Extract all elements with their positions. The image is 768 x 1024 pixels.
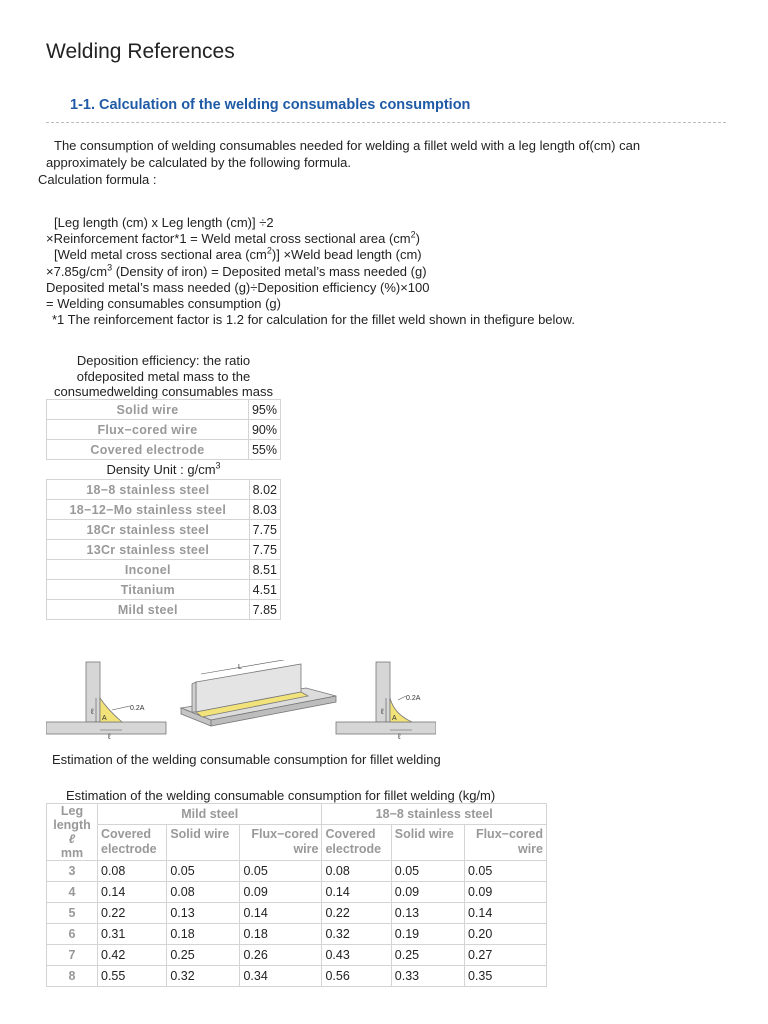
material-label: 18Cr stainless steel [47,520,250,540]
material-label: Solid wire [47,400,249,420]
table-row [47,480,281,500]
consumption-value: 0.09 [464,882,546,903]
group-header-mild-steel: Mild steel [98,804,322,825]
table-row [47,440,281,460]
table-row [47,540,281,560]
density-value: 8.03 [249,500,280,520]
label-leg: ℓ [91,707,94,716]
consumption-value: 0.20 [464,924,546,945]
density-value: 7.75 [249,520,280,540]
density-table [46,479,281,620]
table-row [47,400,281,420]
label-a: A [392,715,397,722]
density-value: 8.51 [249,560,280,580]
sub-flux: Flux−cored wire [464,825,546,861]
label-leg: ℓ [381,707,384,716]
consumption-value: 0.27 [464,945,546,966]
density-caption: Density Unit : $g/cm^3$ [106,460,221,477]
material-label: Mild steel [47,600,250,620]
formula-line-3: [Weld metal cross sectional area $(cm^2)$] ×Weld bead length (cm) [54,246,422,263]
label-length: L [238,664,242,671]
table-row [47,600,281,620]
table-header-row [47,804,547,825]
material-label: 18−12−Mo stainless steel [47,500,250,520]
consumption-value: 0.22 [98,903,167,924]
leg-header: Leg length ℓ mm [47,804,98,861]
page-title: Welding References [46,40,235,63]
leg-length-cell: 6 [47,924,98,945]
label-02a-right: 0.2A [406,695,421,702]
section-title: 1-1. Calculation of the welding consumables consumption [70,97,471,113]
efficiency-value: 55% [248,440,280,460]
formula-line-5: Deposited metal’s mass needed (g)÷Deposition efficiency (%)×100 [46,279,430,295]
deposition-table [46,399,281,460]
consumption-value: 0.08 [98,861,167,882]
density-value: 8.02 [249,480,280,500]
consumption-value: 0.05 [167,861,240,882]
formula-line-2: ×Reinforcement factor*1 = Weld metal cross sectional area $(cm^2)$ [46,229,420,247]
consumption-value: 0.43 [322,945,391,966]
density-value: 7.75 [249,540,280,560]
label-leg: ℓ [108,732,111,740]
table-row [47,882,547,903]
deposition-caption-line: consumedwelding consumables mass [54,384,273,399]
sub-covered: Covered electrode [322,825,391,861]
consumption-value: 0.31 [98,924,167,945]
table-row [47,520,281,540]
efficiency-value: 95% [248,400,280,420]
consumption-value: 0.56 [322,966,391,987]
group-header-stainless: 18−8 stainless steel [322,804,547,825]
consumption-value: 0.13 [391,903,464,924]
consumption-value: 0.42 [98,945,167,966]
table-row [47,500,281,520]
table-row [47,420,281,440]
formula-line-4: $\times 7.85g/cm^3$ (Density of iron) = Deposited metal’s mass needed (g) [46,262,427,279]
consumption-value: 0.09 [240,882,322,903]
consumption-value: 0.08 [322,861,391,882]
figure-caption: Estimation of the welding consumable consumption for fillet welding [52,752,441,767]
consumption-value: 0.05 [240,861,322,882]
density-value: 7.85 [249,600,280,620]
label-02a-left: 0.2A [130,705,145,712]
consumption-value: 0.26 [240,945,322,966]
consumption-table [46,803,547,987]
intro-text: The consumption of welding consumables needed for welding a fillet weld with a leg length of(cm) can approximately be calculated by the following formula. [46,138,641,170]
leg-length-cell: 5 [47,903,98,924]
section-divider [46,122,726,123]
formula-label: Calculation formula : [38,172,157,187]
table-row [47,966,547,987]
consumption-value: 0.14 [240,903,322,924]
material-label: 18−8 stainless steel [47,480,250,500]
consumption-value: 0.35 [464,966,546,987]
consumption-value: 0.25 [391,945,464,966]
consumption-value: 0.55 [98,966,167,987]
table-subheader-row [47,825,547,861]
formula-block [46,215,575,328]
table-row [47,861,547,882]
consumption-caption: Estimation of the welding consumable consumption for fillet welding (kg/m) [66,788,496,803]
consumption-value: 0.22 [322,903,391,924]
density-value: 4.51 [249,580,280,600]
sub-solid: Solid wire [167,825,240,861]
consumption-value: 0.14 [464,903,546,924]
leg-length-cell: 8 [47,966,98,987]
perspective-plate [181,660,336,726]
material-label: Inconel [47,560,250,580]
efficiency-value: 90% [248,420,280,440]
consumption-value: 0.05 [391,861,464,882]
consumption-value: 0.08 [167,882,240,903]
fillet-weld-figure [46,660,436,740]
formula-line-1: [Leg length (cm) x Leg length (cm)] ÷2 [54,215,274,230]
deposition-caption-line: Deposition efficiency: the ratio [76,353,251,368]
consumption-value: 0.25 [167,945,240,966]
intro-paragraph [38,137,706,188]
sub-flux: Flux−cored wire [240,825,322,861]
sub-covered: Covered electrode [98,825,167,861]
material-label: Titanium [47,580,250,600]
table-row [47,945,547,966]
table-row [47,903,547,924]
consumption-value: 0.32 [167,966,240,987]
left-cross-section [46,662,166,740]
leg-length-cell: 4 [47,882,98,903]
table-row [47,924,547,945]
consumption-value: 0.18 [240,924,322,945]
right-cross-section [336,662,436,740]
consumption-value: 0.19 [391,924,464,945]
label-leg: ℓ [398,732,401,740]
material-label: Covered electrode [47,440,249,460]
consumption-value: 0.05 [464,861,546,882]
deposition-caption [46,353,281,400]
leg-length-cell: 7 [47,945,98,966]
sub-solid: Solid wire [391,825,464,861]
consumption-value: 0.13 [167,903,240,924]
material-label: Flux−cored wire [47,420,249,440]
consumption-value: 0.34 [240,966,322,987]
table-row [47,580,281,600]
consumption-value: 0.18 [167,924,240,945]
deposition-caption-line: ofdeposited metal mass to the [76,368,251,384]
consumption-value: 0.33 [391,966,464,987]
label-a: A [102,715,107,722]
leg-length-cell: 3 [47,861,98,882]
formula-line-6: = Welding consumables consumption (g) [46,296,281,312]
formula-footnote: *1 The reinforcement factor is 1.2 for calculation for the fillet weld shown in thefigure below. [52,312,575,328]
consumption-value: 0.14 [322,882,391,903]
table-row [47,560,281,580]
consumption-value: 0.09 [391,882,464,903]
consumption-value: 0.14 [98,882,167,903]
material-label: 13Cr stainless steel [47,540,250,560]
consumption-value: 0.32 [322,924,391,945]
